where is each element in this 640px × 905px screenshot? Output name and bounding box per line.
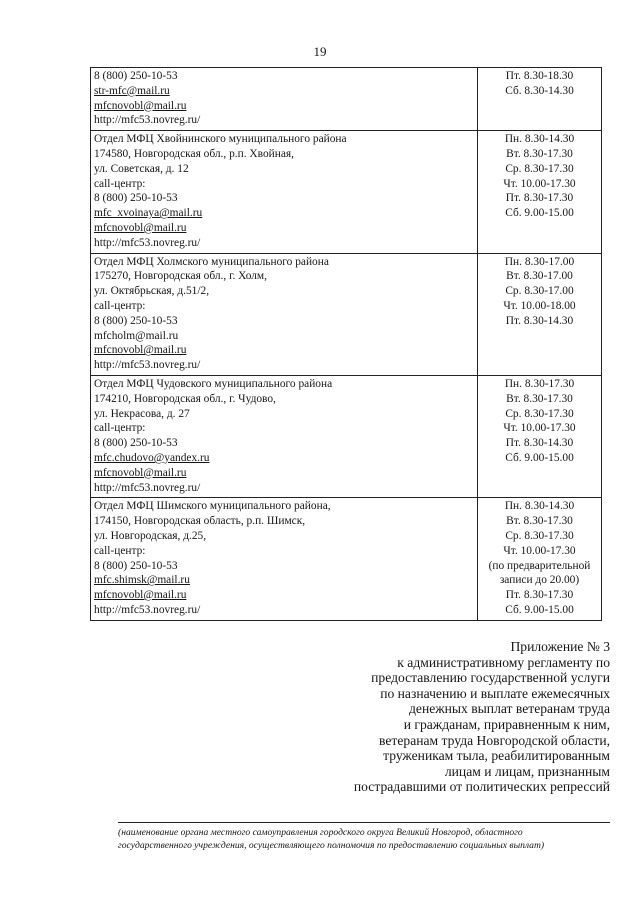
appendix-line: лицам и лицам, признанным bbox=[444, 763, 610, 779]
address-line: 174150, Новгородская область, р.п. Шимск, bbox=[94, 515, 306, 528]
hours-line: Вт. 8.30-17.30 bbox=[506, 392, 573, 405]
office-row bbox=[91, 253, 602, 375]
hours-line: Вт. 8.30-17.00 bbox=[506, 270, 573, 283]
signature-rule bbox=[118, 822, 610, 823]
offices-table-body bbox=[91, 68, 602, 621]
hours-line: Ср. 8.30-17.30 bbox=[505, 407, 574, 420]
hours-line: Пн. 8.30-14.30 bbox=[504, 500, 575, 513]
office-hours-cell bbox=[478, 68, 602, 131]
appendix-line: по назначению и выплате ежемесячных bbox=[380, 685, 610, 701]
hours-line: Чт. 10.00-17.30 bbox=[503, 422, 576, 435]
address-line: call-центр: bbox=[94, 177, 146, 190]
hours-line: Сб. 9.00-15.00 bbox=[505, 207, 574, 220]
page-number: 19 bbox=[313, 44, 327, 59]
address-line: Отдел МФЦ Холмского муниципального района bbox=[94, 255, 329, 268]
hours-line: Пн. 8.30-17.00 bbox=[504, 255, 575, 268]
website-link[interactable]: http://mfc53.novreg.ru/ bbox=[94, 481, 201, 494]
office-hours-cell bbox=[478, 375, 602, 497]
office-row bbox=[91, 131, 602, 253]
hours-line: Ср. 8.30-17.30 bbox=[505, 529, 574, 542]
appendix-line: труженикам тыла, реабилитированным bbox=[383, 748, 610, 764]
appendix-line: ветеранам труда Новгородской области, bbox=[379, 732, 610, 748]
office-address-cell bbox=[91, 131, 478, 253]
office-address-cell bbox=[91, 68, 478, 131]
hours-line: Сб. 9.00-15.00 bbox=[505, 451, 574, 464]
address-line: call-центр: bbox=[94, 299, 146, 312]
hours-line: Пт. 8.30-18.30 bbox=[505, 70, 574, 82]
website-link[interactable]: http://mfc53.novreg.ru/ bbox=[94, 359, 201, 372]
address-line: 8 (800) 250-10-53 bbox=[94, 192, 178, 205]
address-line: call-центр: bbox=[94, 422, 146, 435]
email-link[interactable]: mfcnovobl@mail.ru bbox=[94, 221, 187, 234]
footnote-line: (наименование органа местного самоуправления городского округа Великий Новгород, областного bbox=[118, 827, 523, 838]
email-link[interactable]: mfcnovobl@mail.ru bbox=[94, 466, 187, 479]
office-address-cell bbox=[91, 498, 478, 620]
appendix-line: предоставлению государственной услуги bbox=[371, 670, 610, 686]
address-line: 8 (800) 250-10-53 bbox=[94, 314, 178, 327]
address-line: call-центр: bbox=[94, 544, 146, 557]
office-address-cell bbox=[91, 375, 478, 497]
hours-line: Пт. 8.30-14.30 bbox=[505, 314, 574, 327]
office-hours-cell bbox=[478, 253, 602, 375]
website-link[interactable]: http://mfc53.novreg.ru/ bbox=[94, 603, 201, 616]
appendix-line: денежных выплат ветеранам труда bbox=[409, 701, 610, 717]
office-row bbox=[91, 375, 602, 497]
office-hours-cell bbox=[478, 498, 602, 620]
address-line: ул. Некрасова, д. 27 bbox=[94, 407, 190, 420]
address-line: 8 (800) 250-10-53 bbox=[94, 559, 178, 572]
hours-line: Пт. 8.30-14.30 bbox=[505, 437, 574, 450]
hours-line: Чт. 10.00-18.00 bbox=[503, 299, 576, 312]
hours-line: Пт. 8.30-17.30 bbox=[505, 589, 574, 602]
office-row bbox=[91, 68, 602, 131]
address-line: mfcholm@mail.ru bbox=[94, 329, 179, 342]
hours-line: Вт. 8.30-17.30 bbox=[506, 515, 573, 528]
website-link[interactable]: http://mfc53.novreg.ru/ bbox=[94, 236, 201, 249]
email-link[interactable]: mfc_xvoinaya@mail.ru bbox=[94, 207, 203, 220]
hours-line: (по предварительной bbox=[488, 559, 591, 572]
office-hours-cell bbox=[478, 131, 602, 253]
address-line: Отдел МФЦ Шимского муниципального района, bbox=[94, 500, 331, 513]
appendix-line: и гражданам, приравненным к ним, bbox=[403, 716, 610, 732]
email-link[interactable]: mfcnovobl@mail.ru bbox=[94, 99, 187, 112]
email-link[interactable]: mfc.chudovo@yandex.ru bbox=[94, 451, 210, 464]
appendix-heading bbox=[354, 639, 610, 795]
address-line: ул. Советская, д. 12 bbox=[94, 162, 189, 175]
email-link[interactable]: mfcnovobl@mail.ru bbox=[94, 344, 187, 357]
appendix-line: пострадавшими от политических репрессий bbox=[353, 779, 610, 795]
mfc-offices-table bbox=[90, 67, 602, 621]
email-link[interactable]: mfcnovobl@mail.ru bbox=[94, 589, 187, 602]
email-link[interactable]: mfc.shimsk@mail.ru bbox=[94, 574, 190, 587]
address-line: Отдел МФЦ Хвойнинского муниципального района bbox=[94, 133, 347, 146]
address-line: ул. Октябрьская, д.51/2, bbox=[94, 285, 210, 298]
email-link[interactable]: str-mfc@mail.ru bbox=[94, 84, 170, 97]
hours-line: Чт. 10.00-17.30 bbox=[503, 177, 576, 190]
office-row bbox=[91, 498, 602, 620]
address-line: Отдел МФЦ Чудовского муниципального района bbox=[94, 377, 333, 390]
office-address-cell bbox=[91, 253, 478, 375]
hours-line: Чт. 10.00-17.30 bbox=[503, 544, 576, 557]
address-line: 8 (800) 250-10-53 bbox=[94, 70, 178, 82]
address-line: 174210, Новгородская обл., г. Чудово, bbox=[94, 392, 276, 405]
footnote bbox=[118, 826, 610, 852]
hours-line: Сб. 9.00-15.00 bbox=[505, 603, 574, 616]
hours-line: Ср. 8.30-17.30 bbox=[505, 162, 574, 175]
address-line: 174580, Новгородская обл., р.п. Хвойная, bbox=[94, 147, 294, 160]
hours-line: Сб. 8.30-14.30 bbox=[505, 84, 574, 97]
hours-line: Пн. 8.30-14.30 bbox=[504, 133, 575, 146]
address-line: ул. Новгородская, д.25, bbox=[94, 529, 207, 542]
hours-line: Пн. 8.30-17.30 bbox=[504, 377, 575, 390]
address-line: 175270, Новгородская обл., г. Холм, bbox=[94, 270, 267, 283]
hours-line: Вт. 8.30-17.30 bbox=[506, 147, 573, 160]
hours-line: Пт. 8.30-17.30 bbox=[505, 192, 574, 205]
appendix-line: Приложение № 3 bbox=[510, 639, 610, 654]
address-line: 8 (800) 250-10-53 bbox=[94, 437, 178, 450]
footnote-line: государственного учреждения, осуществляющего полномочия по предоставлению социальных выплат) bbox=[118, 840, 545, 851]
hours-line: Ср. 8.30-17.00 bbox=[505, 285, 574, 298]
website-link[interactable]: http://mfc53.novreg.ru/ bbox=[94, 114, 201, 127]
appendix-line: к административному регламенту по bbox=[397, 654, 610, 670]
hours-line: записи до 20.00) bbox=[499, 574, 580, 587]
